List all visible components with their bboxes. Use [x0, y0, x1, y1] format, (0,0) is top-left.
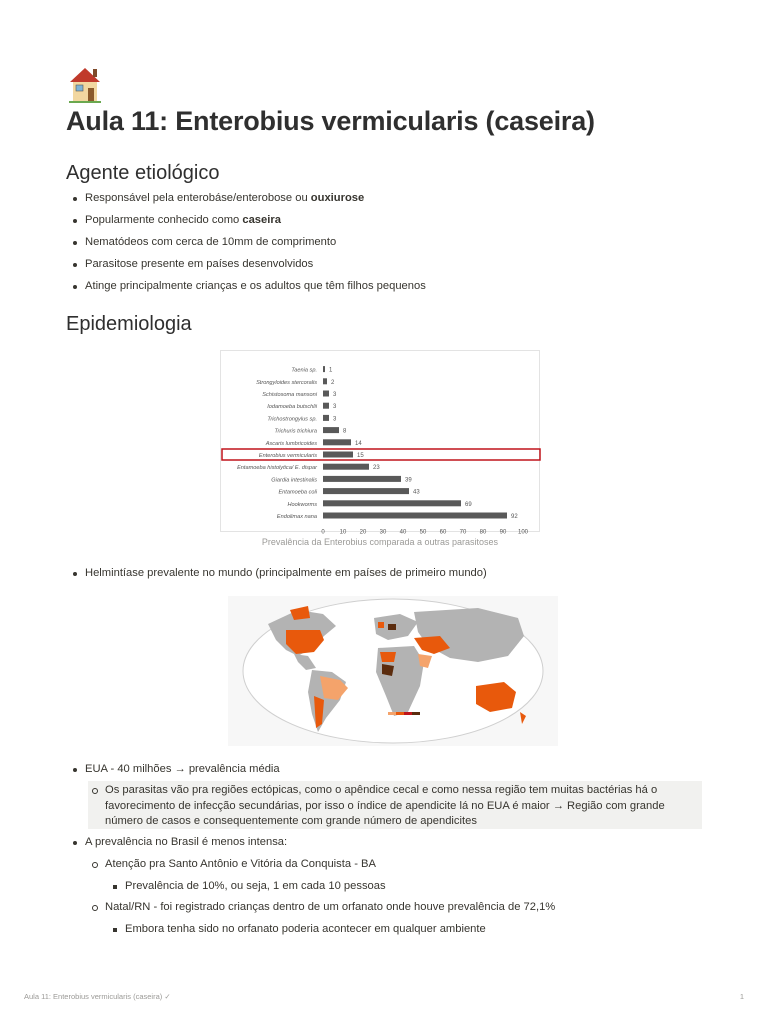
- list-item-text: EUA - 40 milhões → prevalência média: [85, 763, 280, 775]
- list-item: [85, 213, 281, 228]
- bullet-circle: [92, 905, 98, 911]
- list-item-text: Prevalência de 10%, ou seja, 1 em cada 10 pessoas: [125, 880, 386, 892]
- bullet-square: [113, 928, 117, 932]
- list-item: [85, 191, 364, 206]
- bullet-dot: [73, 768, 77, 772]
- callout-line-1: Os parasitas vão pra regiões ectópicas, como o apêndice cecal e como nessa região tem muitas bactérias há o: [105, 784, 658, 796]
- list-item: [105, 900, 555, 915]
- x-tick-label: 100: [517, 529, 529, 536]
- bullet-dot: [73, 219, 77, 223]
- value-label: 14: [355, 440, 362, 447]
- chart-caption: Prevalência da Enterobius comparada a outras parasitoses: [261, 537, 499, 547]
- map-legend-dark: [412, 712, 420, 715]
- value-label: 2: [331, 379, 335, 386]
- bar: [323, 500, 461, 506]
- map-legend-red: [404, 712, 412, 715]
- list-item-text: Parasitose presente em países desenvolvidos: [85, 258, 314, 270]
- bar: [323, 488, 409, 494]
- value-label: 23: [373, 465, 380, 472]
- list-item: [125, 922, 486, 937]
- x-tick-label: 0: [321, 529, 325, 536]
- bullet-square: [113, 885, 117, 889]
- list-item: [85, 762, 280, 777]
- bar: [323, 476, 401, 482]
- category-label: Schistosoma mansoni: [262, 392, 317, 398]
- callout-line-2: favorecimento de infecção secundárias, por isso o índice de apendicite lá no EUA é maior → Região com grande: [105, 799, 665, 812]
- x-tick-label: 40: [399, 529, 407, 536]
- map-region-new-zealand: [520, 712, 526, 724]
- bullet-dot: [73, 241, 77, 245]
- bar: [323, 464, 369, 470]
- category-label: Giardia intestinalis: [271, 477, 317, 484]
- section-heading-agente: Agente etiológico: [66, 162, 220, 184]
- bullet-circle: [92, 788, 98, 794]
- x-tick-label: 70: [459, 529, 467, 536]
- value-label: 69: [465, 501, 472, 508]
- map-legend-orange: [396, 712, 404, 715]
- list-item-text: Popularmente conhecido como: [85, 214, 243, 226]
- x-tick-label: 50: [419, 529, 427, 536]
- value-label: 3: [333, 392, 337, 398]
- list-item-bold: caseira: [242, 214, 281, 226]
- category-label: Trichuris trichiura: [274, 428, 317, 435]
- check-icon: ✓: [164, 992, 171, 1001]
- list-item-text: Helmintíase prevalente no mundo (principalmente em países de primeiro mundo): [85, 567, 487, 579]
- value-label: 3: [333, 416, 337, 423]
- list-item-bold: ouxiurose: [310, 192, 365, 204]
- bar: [323, 366, 325, 372]
- bar: [323, 427, 339, 433]
- bullet-dot: [73, 263, 77, 267]
- bar: [323, 513, 507, 519]
- list-item: [85, 835, 287, 850]
- category-label: Iodamoeba butschlii: [267, 404, 317, 411]
- list-item-text: Nematódeos com cerca de 10mm de comprimento: [85, 236, 337, 248]
- x-tick-label: 20: [359, 529, 367, 536]
- prevalence-chart-svg: [221, 351, 539, 536]
- map-legend-light: [388, 712, 396, 715]
- house-icon: [66, 64, 104, 104]
- bar: [323, 378, 327, 384]
- list-item: [105, 783, 705, 830]
- value-label: 92: [511, 514, 518, 520]
- bar: [323, 415, 329, 421]
- value-label: 8: [343, 428, 347, 435]
- bar: [323, 439, 351, 445]
- value-label: 1: [329, 367, 333, 374]
- value-label: 39: [405, 477, 412, 484]
- list-item: [85, 235, 336, 250]
- list-item-text: Natal/RN - foi registrado crianças dentro de um orfanato onde houve prevalência de 72,1%: [105, 901, 556, 913]
- value-label: 43: [413, 489, 420, 496]
- bullet-dot: [73, 841, 77, 845]
- page-title: Aula 11: Enterobius vermicularis (caseira): [66, 106, 595, 136]
- category-label: Endolimax nana: [276, 514, 317, 520]
- category-label: Entamoeba coli: [278, 489, 317, 496]
- world-map-svg: [228, 596, 558, 746]
- category-label: Hookworms: [287, 501, 317, 508]
- bullet-dot: [73, 285, 77, 289]
- page-number: 1: [739, 992, 744, 1001]
- x-tick-label: 80: [479, 529, 487, 536]
- category-label: Enterobius vermicularis: [258, 453, 317, 459]
- bar: [323, 391, 329, 397]
- prevalence-chart: [220, 350, 540, 536]
- list-item: [85, 279, 426, 294]
- list-item: [125, 879, 386, 894]
- map-region-uk: [378, 622, 384, 628]
- list-item-text: Atinge principalmente crianças e os adultos que têm filhos pequenos: [85, 280, 426, 292]
- bullet-dot: [73, 572, 77, 576]
- bullet-dot: [73, 197, 77, 201]
- callout-line-3: número de casos e consequentemente com grande número de apendicites: [105, 815, 477, 827]
- footer-title: Aula 11: Enterobius vermicularis (caseira) ✓: [24, 992, 171, 1001]
- section-heading-epidemiologia: Epidemiologia: [66, 313, 192, 335]
- category-label: Strongyloides stercoralis: [256, 379, 317, 386]
- list-item: [105, 857, 376, 872]
- list-item-text: A prevalência no Brasil é menos intensa:: [85, 836, 288, 848]
- list-item-text: Embora tenha sido no orfanato poderia acontecer em qualquer ambiente: [125, 923, 486, 935]
- list-item: [85, 566, 487, 581]
- bar: [323, 452, 353, 458]
- value-label: 3: [333, 404, 337, 411]
- map-region-north-africa: [380, 652, 396, 662]
- category-label: Ascaris lumbricoides: [265, 440, 317, 447]
- list-item-text: Atenção pra Santo Antônio e Vitória da Conquista - BA: [105, 858, 376, 870]
- world-prevalence-map: [228, 596, 558, 746]
- x-tick-label: 30: [379, 529, 387, 536]
- list-item: [85, 257, 313, 272]
- category-label: Entamoeba histolytica/ E. dispar: [237, 465, 317, 472]
- category-label: Trichostrongylus sp.: [267, 416, 317, 423]
- category-label: Taenia sp.: [291, 367, 317, 374]
- bullet-circle: [92, 862, 98, 868]
- x-tick-label: 10: [339, 529, 347, 536]
- x-tick-label: 60: [439, 529, 447, 536]
- bar: [323, 403, 329, 409]
- value-label: 15: [357, 453, 364, 459]
- map-region-nigeria: [382, 664, 394, 676]
- x-tick-label: 90: [499, 529, 507, 536]
- map-region-europe-dark: [388, 624, 396, 630]
- list-item-text: Responsável pela enterobáse/enterobose ou: [85, 192, 311, 204]
